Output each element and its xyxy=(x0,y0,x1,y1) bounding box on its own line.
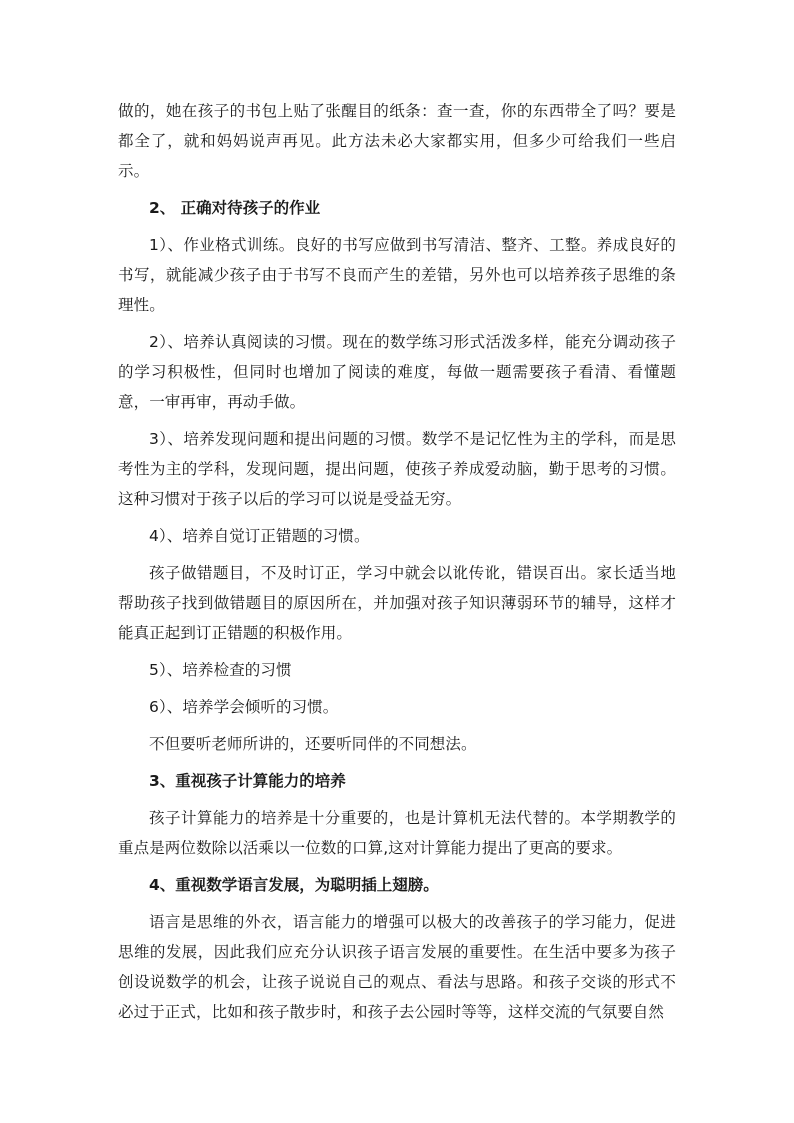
paragraph-item-5: 5）、培养检查的习惯 xyxy=(149,661,292,679)
section-heading-4: 4、重视数学语言发展，为聪明插上翅膀。 xyxy=(149,876,439,894)
paragraph-item-3: 3）、培养发现问题和提出问题的习惯。数学不是记忆性为主的学科，而是思考性为主的学科，发现问题，提出问题，使孩子养成爱动脑，勤于思考的习惯。这种习惯对于孩子以后的学习可以说是受益无穷。 xyxy=(118,430,676,508)
paragraph-item-4-detail: 孩子做错题目，不及时订正，学习中就会以讹传讹，错误百出。家长适当地帮助孩子找到做错题目的原因所在，并加强对孩子知识薄弱环节的辅导，这样才能真正起到订正错题的积极作用。 xyxy=(118,564,676,642)
paragraph-item-6-detail: 不但要听老师所讲的，还要听同伴的不同想法。 xyxy=(149,735,477,753)
paragraph-intro: 做的，她在孩子的书包上贴了张醒目的纸条：查一查，你的东西带全了吗？要是都全了，就和妈妈说声再见。此方法未必大家都实用，但多少可给我们一些启示。 xyxy=(118,102,676,180)
paragraph-item-4: 4）、培养自觉订正错题的习惯。 xyxy=(149,527,370,545)
paragraph-section-4: 语言是思维的外衣，语言能力的增强可以极大的改善孩子的学习能力，促进思维的发展，因此我们应充分认识孩子语言发展的重要性。在生活中要多为孩子创设说数学的机会，让孩子说说自己的观点、看法与思路。和孩子交谈的形式不必过于正式，比如和孩子散步时，和孩子去公园时等等，这样交流的气氛要自然 xyxy=(118,913,676,1021)
section-heading-3: 3、重视孩子计算能力的培养 xyxy=(149,772,346,790)
section-heading-2: 2、 正确对待孩子的作业 xyxy=(149,199,321,217)
paragraph-item-2: 2）、培养认真阅读的习惯。现在的数学练习形式活泼多样，能充分调动孩子的学习积极性，但同时也增加了阅读的难度，每做一题需要孩子看清、看懂题意，一审再审，再动手做。 xyxy=(118,333,676,411)
paragraph-section-3: 孩子计算能力的培养是十分重要的，也是计算机无法代替的。本学期教学的重点是两位数除以活乘以一位数的口算,这对计算能力提出了更高的要求。 xyxy=(118,809,676,857)
document-page xyxy=(118,96,676,1034)
paragraph-item-6: 6）、培养学会倾听的习惯。 xyxy=(149,698,339,716)
paragraph-item-1: 1）、作业格式训练。良好的书写应做到书写清洁、整齐、工整。养成良好的书写，就能减少孩子由于书写不良而产生的差错，另外也可以培养孩子思维的条理性。 xyxy=(118,236,676,314)
